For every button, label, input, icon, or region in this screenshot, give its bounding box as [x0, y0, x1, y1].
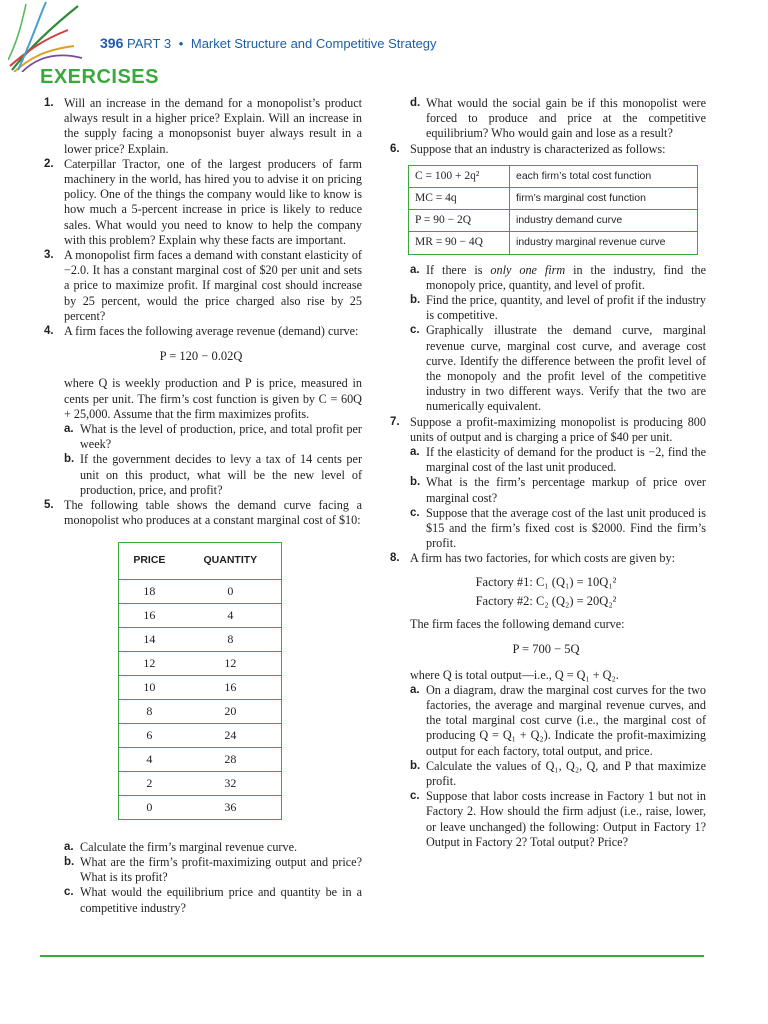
sub-letter: a. [64, 840, 74, 853]
sub-text: If the elasticity of demand for the product is −2, find the marginal cost of the last unit produced. [426, 445, 706, 475]
function-cell: P = 90 − 2Q [409, 210, 510, 232]
exercise-number: 5. [44, 499, 54, 512]
price-cell: 2 [119, 771, 180, 795]
quantity-cell: 4 [180, 603, 282, 627]
sub-letter: c. [64, 886, 74, 899]
exercise-4-continued [40, 376, 362, 422]
price-cell: 16 [119, 603, 180, 627]
exercise-number: 4. [44, 325, 54, 338]
exercise-8c [386, 789, 706, 850]
column-header-quantity: QUANTITY [180, 543, 282, 579]
section-heading: EXERCISES [40, 66, 159, 88]
exercise-5b [40, 855, 362, 885]
quantity-cell: 20 [180, 699, 282, 723]
table-row [119, 627, 282, 651]
bottom-rule [40, 955, 704, 957]
table-row [119, 747, 282, 771]
sub-letter: b. [410, 759, 421, 772]
exercise-5d [386, 96, 706, 142]
exercise-7a [386, 445, 706, 475]
quantity-cell: 0 [180, 579, 282, 603]
sub-letter: a. [410, 263, 420, 276]
column-header-price: PRICE [119, 543, 180, 579]
quantity-cell: 32 [180, 771, 282, 795]
sub-letter: c. [410, 790, 420, 803]
exercise-8 [386, 551, 706, 566]
exercise-4 [40, 324, 362, 339]
sub-text: What is the level of production, price, and total profit per week? [80, 422, 362, 452]
price-cell: 0 [119, 795, 180, 819]
exercise-6c [386, 323, 706, 414]
sub-text: Suppose that labor costs increase in Factory 1 but not in Factory 2. How should the firm adjust (i.e., raise, lower, or leave unchanged) the following: Output in Factory 1? Output in Factory 2? Total output? Price? [426, 789, 706, 849]
exercise-3 [40, 248, 362, 324]
exercise-text: Suppose a profit-maximizing monopolist is producing 800 units of output and is charging a price of $40 per unit. [410, 414, 706, 444]
exercise-2 [40, 157, 362, 248]
table-row [119, 699, 282, 723]
exercise-number: 7. [390, 415, 400, 428]
function-cell: MR = 90 − 4Q [409, 232, 510, 254]
sub-letter: c. [410, 506, 420, 519]
sub-letter: a. [64, 423, 74, 436]
sub-text-emphasis: only one firm [490, 262, 566, 277]
exercise-4b [40, 452, 362, 498]
sub-letter: a. [410, 446, 420, 459]
table-row [119, 603, 282, 627]
exercise-number: 1. [44, 97, 54, 109]
industry-cost-table [408, 165, 698, 255]
exercise-8-total-output [386, 668, 706, 683]
running-header [100, 35, 437, 51]
sub-text: Calculate the values of Q₁, Q₂, Q, and P that maximize profit. [426, 758, 706, 788]
sub-text: On a diagram, draw the marginal cost curves for the two factories, the average and marginal revenue curves, and the total marginal cost curve (i.e., the marginal cost of producing Q = Q₁ + Q₂). Indicate the profit-maximizing output for each factory, total output, and price. [426, 682, 706, 758]
exercise-text: A monopolist firm faces a demand with constant elasticity of −2.0. It has a constant marginal cost of $20 per unit and sets a price to maximize profit. If marginal cost should increase by 25 percent, would the price charged also rise by 25 percent? [64, 248, 362, 323]
sub-letter: b. [64, 453, 75, 466]
exercise-7 [386, 415, 706, 445]
chapter-title: Market Structure and Competitive Strategy [190, 36, 437, 51]
exercise-6a [386, 263, 706, 293]
exercise-7b [386, 475, 706, 505]
exercise-5a [40, 840, 362, 855]
sub-letter: b. [410, 476, 421, 489]
table-row [119, 579, 282, 603]
sub-text: What is the firm’s percentage markup of price over marginal cost? [426, 475, 706, 505]
table-row [119, 795, 282, 819]
description-cell: firm’s marginal cost function [510, 188, 698, 210]
description-cell: industry marginal revenue curve [510, 232, 698, 254]
industry-cost-table-body [409, 165, 698, 254]
exercise-8-demand-intro [386, 617, 706, 632]
quantity-cell: 16 [180, 675, 282, 699]
sub-text: Calculate the firm’s marginal revenue curve. [80, 839, 298, 854]
exercise-text: Suppose that an industry is characterized as follows: [410, 141, 666, 156]
exercise-text: A firm has two factories, for which costs are given by: [410, 551, 676, 566]
sub-text: What are the firm’s profit-maximizing output and price? What is its profit? [80, 854, 362, 885]
demand-table [118, 542, 282, 819]
right-column [386, 96, 706, 850]
sub-text: Find the price, quantity, and level of profit if the industry is competitive. [426, 293, 706, 323]
exercise-4a [40, 422, 362, 452]
quantity-cell: 36 [180, 795, 282, 819]
exercise-number: 6. [390, 142, 400, 155]
table-row [119, 771, 282, 795]
exercise-5 [40, 498, 362, 528]
chapter-decoration-logo [8, 0, 84, 72]
factory-demand-equation: P = 700 − 5Q [512, 642, 580, 657]
sub-text: Graphically illustrate the demand curve, marginal revenue curve, marginal cost curve, and average cost curve. Identify the difference between the profit level of the monopoly and the profit level of the competitive industry in two different ways. Verify that the two are numerically equivalent. [426, 323, 706, 414]
exercise-text: where Q is weekly production and P is price, measured in cents per unit. The firm’s cost function is given by C = 60Q + 25,000. Assume that the firm maximizes profits. [64, 376, 362, 421]
left-column [40, 96, 362, 916]
table-row [409, 165, 698, 187]
part-label: PART 3 [126, 36, 172, 51]
price-cell: 12 [119, 651, 180, 675]
price-cell: 10 [119, 675, 180, 699]
table-row [119, 723, 282, 747]
table-row [119, 675, 282, 699]
exercise-8a [386, 683, 706, 759]
sub-letter: a. [410, 683, 420, 696]
table-row [409, 210, 698, 232]
sub-text: If the government decides to levy a tax of 14 cents per unit on this product, what will be the new level of production, price, and profit? [80, 452, 362, 497]
page-number: 396 [100, 35, 124, 51]
demand-equation: P = 120 − 0.02Q [159, 349, 243, 364]
exercise-5c [40, 885, 362, 915]
exercise-text: The following table shows the demand curve facing a monopolist who produces at a constant marginal cost of $10: [64, 498, 362, 528]
exercise-6 [386, 142, 706, 157]
header-separator: • [178, 36, 184, 51]
price-cell: 14 [119, 627, 180, 651]
exercise-number: 3. [44, 249, 54, 262]
exercise-8b [386, 759, 706, 789]
price-cell: 18 [119, 579, 180, 603]
sub-text: Suppose that the average cost of the last unit produced is $15 and the firm’s fixed cost is $2000. Find the firm’s profit. [426, 505, 706, 551]
exercise-text: Will an increase in the demand for a monopolist’s product always result in a higher price? Explain. Will an increase in the supply facing a monopsonist buyer always result in a lower price? Explain. [64, 96, 362, 156]
quantity-cell: 28 [180, 747, 282, 771]
exercise-text: where Q is total output—i.e., Q = Q₁ + Q₂. [410, 667, 619, 682]
description-cell: each firm’s total cost function [510, 165, 698, 187]
sub-text: What would the equilibrium price and quantity be in a competitive industry? [80, 885, 362, 915]
table-row [409, 188, 698, 210]
price-cell: 6 [119, 723, 180, 747]
factory-2-cost: Factory #2: C₂ (Q₂) = 20Q₂² [475, 593, 617, 608]
function-cell: MC = 4q [409, 188, 510, 210]
exercise-text: Caterpillar Tractor, one of the largest producers of farm machinery in the world, has hired you to advise it on pricing policy. One of the things the company would like to know is how much a 5-percent increase in price is likely to reduce sales. What would you need to know to help the company with this problem? Explain why these facts are important. [64, 156, 362, 247]
sub-text: What would the social gain be if this monopolist were forced to produce and price at the competitive equilibrium? Who would gain and lose as a result? [426, 96, 706, 141]
sub-text-post: in the industry, find the monopoly price, quantity, and level of profit. [426, 262, 706, 292]
quantity-cell: 12 [180, 651, 282, 675]
exercise-number: 2. [44, 157, 54, 170]
price-cell: 8 [119, 699, 180, 723]
exercise-6b [386, 293, 706, 323]
sub-text-pre: If there is [426, 262, 491, 277]
table-row [409, 232, 698, 254]
description-cell: industry demand curve [510, 210, 698, 232]
sub-letter: c. [410, 324, 420, 337]
sub-letter: b. [64, 855, 75, 868]
exercise-number: 8. [390, 552, 400, 565]
exercise-text: A firm faces the following average revenue (demand) curve: [64, 324, 359, 339]
exercise-7c [386, 506, 706, 552]
quantity-cell: 8 [180, 627, 282, 651]
exercise-text: The firm faces the following demand curve: [410, 617, 625, 632]
function-cell: C = 100 + 2q² [409, 165, 510, 187]
demand-table-body [119, 579, 282, 819]
sub-letter: d. [410, 97, 421, 109]
quantity-cell: 24 [180, 723, 282, 747]
price-cell: 4 [119, 747, 180, 771]
exercise-1 [40, 96, 362, 157]
table-row [119, 651, 282, 675]
factory-1-cost: Factory #1: C₁ (Q₁) = 10Q₁² [475, 574, 617, 589]
sub-letter: b. [410, 294, 421, 307]
